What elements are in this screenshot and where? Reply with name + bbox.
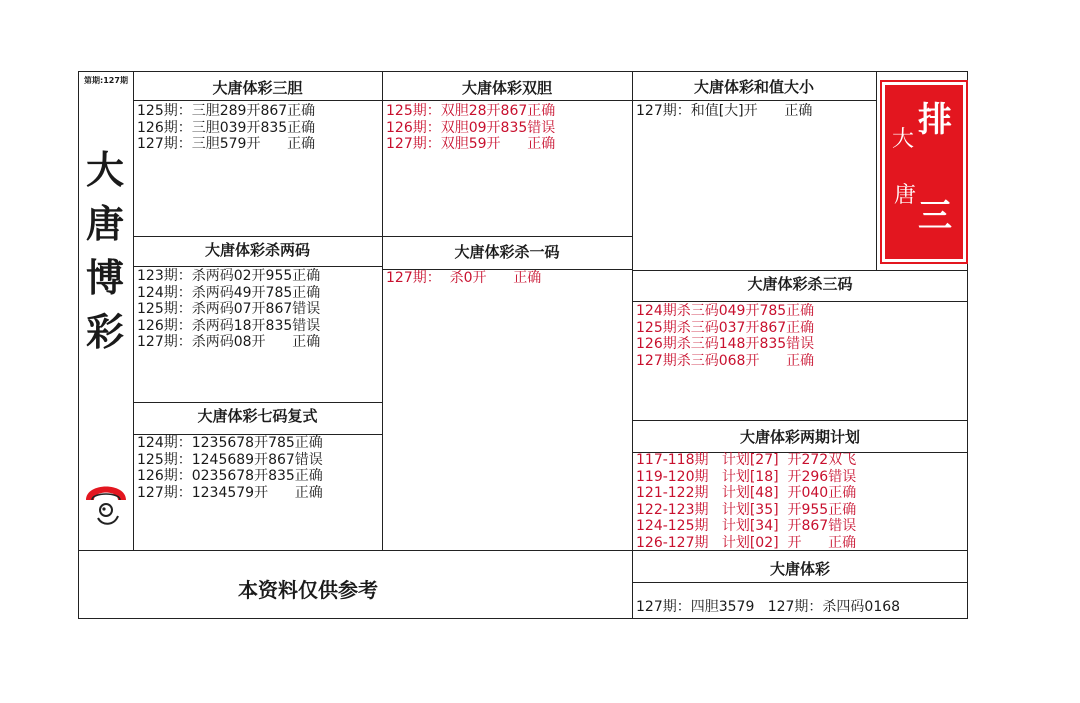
- result-line: 126期：三胆039开835正确: [137, 119, 316, 136]
- section-title-shuangdan: 大唐体彩双胆: [461, 79, 552, 97]
- divider: [133, 100, 876, 101]
- result-line: 123期：杀两码02开955正确: [137, 268, 321, 284]
- divider: [632, 420, 968, 421]
- section-title-shaliangma: 大唐体彩杀两码: [204, 241, 310, 259]
- result-line: 121-122期 计划[48] 开040正确: [636, 485, 857, 501]
- result-line: 119-120期 计划[18] 开296错误: [636, 468, 857, 485]
- divider: [632, 270, 968, 271]
- result-line: 117-118期 计划[27] 开272双飞: [636, 452, 857, 468]
- result-line: 127期：1234579开 正确: [137, 484, 323, 501]
- section-title-hezhi: 大唐体彩和值大小: [693, 78, 814, 96]
- liangqi-list: [636, 452, 856, 551]
- section-title-qima: 大唐体彩七码复式: [197, 407, 318, 425]
- datang-line: 127期：四胆3579 127期：杀四码0168: [636, 599, 901, 615]
- brand-seal: [885, 85, 963, 259]
- result-line: 125期：三胆289开867正确: [137, 103, 316, 119]
- divider: [632, 582, 968, 583]
- result-line: 125期：杀两码07开867错误: [137, 301, 321, 317]
- shaliangma-list: [137, 268, 320, 351]
- seal-char: 大: [892, 127, 915, 152]
- divider: [632, 72, 633, 618]
- seal-char: 排: [918, 100, 952, 140]
- issue-tag: 第期:127期: [84, 76, 128, 85]
- divider: [133, 236, 632, 237]
- divider: [876, 72, 877, 270]
- result-line: 127期：三胆579开 正确: [137, 136, 316, 152]
- section-title-liangqi: 大唐体彩两期计划: [739, 428, 860, 446]
- section-title-datang: 大唐体彩: [769, 560, 830, 578]
- result-line: 127期：和值[大]开 正确: [636, 103, 813, 119]
- side-title-char: 博: [85, 255, 124, 300]
- result-line: 124-125期 计划[34] 开867错误: [636, 518, 857, 534]
- mascot-logo-icon: [84, 472, 128, 528]
- section-title-shasanma: 大唐体彩杀三码: [747, 275, 853, 293]
- section-title-shayima: 大唐体彩杀一码: [454, 243, 560, 261]
- section-title-sandan: 大唐体彩三胆: [212, 79, 303, 97]
- result-line: 127期杀三码068开 正确: [636, 352, 815, 369]
- result-line: 124期杀三码049开785正确: [636, 303, 815, 319]
- side-title-char: 大: [85, 147, 124, 192]
- qima-list: [137, 435, 323, 501]
- divider: [632, 301, 968, 302]
- divider: [133, 266, 382, 267]
- result-line: 126期：双胆09开835错误: [386, 119, 556, 136]
- disclaimer: 本资料仅供参考: [238, 578, 378, 602]
- result-line: 126-127期 计划[02] 开 正确: [636, 534, 857, 551]
- result-line: 122-123期 计划[35] 开955正确: [636, 501, 857, 518]
- divider: [382, 72, 383, 550]
- result-line: 124期：杀两码49开785正确: [137, 284, 321, 301]
- shayima-list: [386, 270, 541, 287]
- result-line: 127期： 杀0开 正确: [386, 270, 542, 286]
- sandan-list: [137, 103, 315, 153]
- divider: [133, 72, 134, 550]
- result-line: 125期杀三码037开867正确: [636, 319, 815, 336]
- result-line: 125期：双胆28开867正确: [386, 103, 556, 119]
- shuangdan-list: [386, 103, 555, 153]
- hezhi-list: [636, 103, 812, 120]
- result-line: 126期杀三码148开835错误: [636, 336, 815, 352]
- result-line: 124期：1235678开785正确: [137, 435, 323, 451]
- side-title-char: 唐: [85, 201, 124, 246]
- result-line: 126期：0235678开835正确: [137, 468, 323, 484]
- divider: [133, 402, 382, 403]
- result-line: 125期：1245689开867错误: [137, 451, 323, 468]
- seal-char: 三: [918, 196, 952, 236]
- result-line: 126期：杀两码18开835错误: [137, 317, 321, 334]
- side-title-char: 彩: [85, 309, 124, 354]
- seal-char: 唐: [894, 183, 917, 208]
- result-line: 127期：杀两码08开 正确: [137, 334, 321, 350]
- side-column: [78, 72, 133, 550]
- result-line: 127期：双胆59开 正确: [386, 136, 556, 152]
- shasanma-list: [636, 303, 814, 369]
